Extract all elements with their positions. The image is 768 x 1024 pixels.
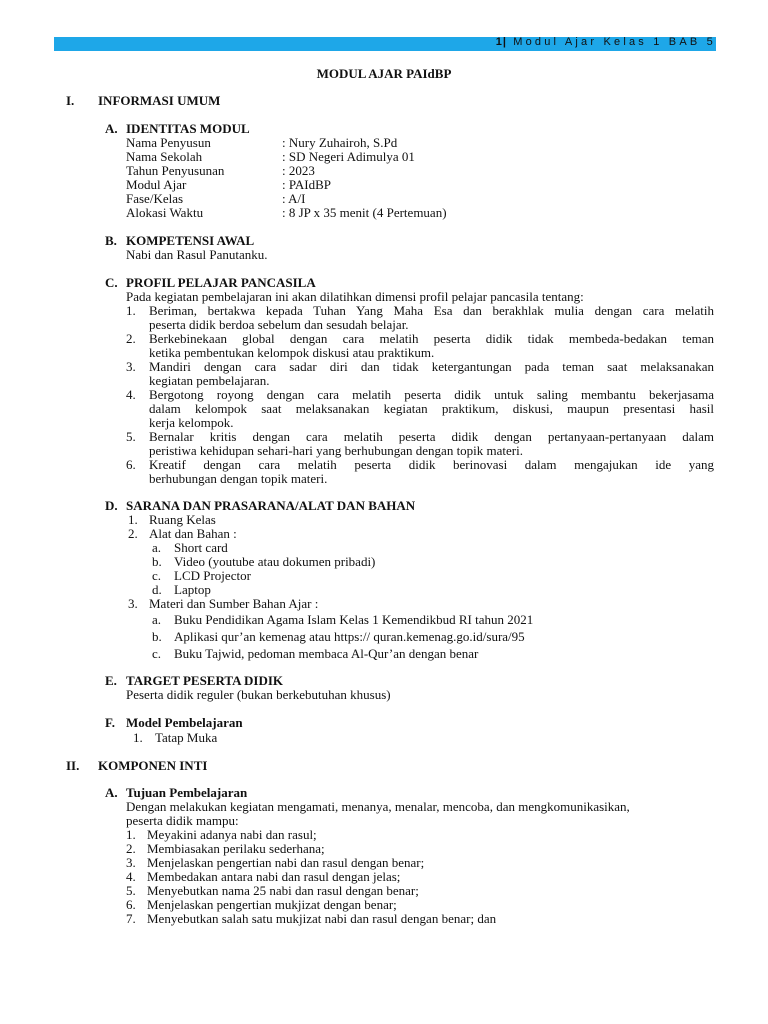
sarana-heading: SARANA DAN PRASARANA/ALAT DAN BAHAN bbox=[126, 498, 416, 513]
page-number: 1 bbox=[495, 36, 503, 48]
sub-a-letter: A. bbox=[105, 121, 118, 136]
target-peserta-text: Peserta didik reguler (bukan berkebutuhan khusus) bbox=[126, 687, 391, 702]
identity-label: Tahun Penyusunan bbox=[126, 163, 225, 178]
sub-f-letter: F. bbox=[105, 715, 115, 730]
section-2-title: KOMPONEN INTI bbox=[98, 758, 208, 773]
profil-item-line: kerja kelompok. bbox=[149, 415, 234, 430]
tujuan-item: Membiasakan perilaku sederhana; bbox=[147, 841, 325, 856]
sub-b-letter: B. bbox=[105, 233, 117, 248]
identity-value: : PAIdBP bbox=[282, 177, 332, 192]
section-2-number: II. bbox=[66, 758, 80, 773]
profil-item-line: berhubungan dengan topik materi. bbox=[149, 471, 328, 486]
list-number: 4. bbox=[126, 869, 136, 884]
identity-label: Fase/Kelas bbox=[126, 191, 184, 206]
profil-item-line: Mandiri dengan cara sadar diri dan tidak ketergantungan pada teman saat melaksanakan bbox=[149, 360, 714, 374]
kompetensi-awal-text: Nabi dan Rasul Panutanku. bbox=[126, 247, 268, 262]
list-letter: b. bbox=[152, 554, 162, 569]
list-number: 1. bbox=[133, 730, 143, 745]
list-number: 1. bbox=[126, 827, 136, 842]
profil-item-line: Bergotong royong dengan cara melatih peserta didik untuk saling membantu bekerjasama bbox=[149, 388, 714, 402]
list-number: 2. bbox=[126, 841, 136, 856]
tujuan-intro: peserta didik mampu: bbox=[126, 813, 239, 828]
profil-item-line: kegiatan pembelajaran. bbox=[149, 373, 270, 388]
profil-item-line: Bernalar kritis dengan cara melatih peserta didik dengan pertanyaan-pertanyaan dalam bbox=[149, 430, 714, 444]
list-number: 6. bbox=[126, 457, 136, 472]
profil-item-line: Beriman, bertakwa kepada Tuhan Yang Maha Esa dan berakhlak mulia dengan cara melatih bbox=[149, 304, 714, 318]
sarana-item: Alat dan Bahan : bbox=[149, 526, 237, 541]
list-number: 2. bbox=[128, 526, 138, 541]
tujuan-item: Membedakan antara nabi dan rasul dengan jelas; bbox=[147, 869, 401, 884]
sub-c-letter: C. bbox=[105, 275, 118, 290]
identity-row bbox=[126, 164, 315, 178]
list-letter: c. bbox=[152, 646, 162, 661]
identity-row bbox=[126, 192, 305, 206]
sub-d-letter: D. bbox=[105, 498, 118, 513]
kompetensi-awal-heading: KOMPETENSI AWAL bbox=[126, 233, 255, 248]
list-number: 3. bbox=[126, 359, 136, 374]
sub-e-letter: E. bbox=[105, 673, 117, 688]
tujuan-intro: Dengan melakukan kegiatan mengamati, menanya, menalar, mencoba, dan mengkomunikasikan, bbox=[126, 799, 630, 814]
profil-pelajar-heading: PROFIL PELAJAR PANCASILA bbox=[126, 275, 316, 290]
tujuan-item: Menjelaskan pengertian mukjizat dengan benar; bbox=[147, 897, 397, 912]
tujuan-pembelajaran-heading: Tujuan Pembelajaran bbox=[126, 785, 248, 800]
identity-value: : Nury Zuhairoh, S.Pd bbox=[282, 135, 398, 150]
model-pembelajaran-heading: Model Pembelajaran bbox=[126, 715, 243, 730]
document-title: MODUL AJAR PAIdBP bbox=[316, 66, 452, 81]
sarana-subitem: Laptop bbox=[174, 582, 211, 597]
sarana-subitem: Aplikasi qur’an kemenag atau https:// quran.kemenag.go.id/sura/95 bbox=[174, 629, 525, 644]
identity-row bbox=[126, 136, 397, 150]
identity-row bbox=[126, 150, 415, 164]
tujuan-item: Menyebutkan nama 25 nabi dan rasul dengan benar; bbox=[147, 883, 419, 898]
list-number: 7. bbox=[126, 911, 136, 926]
sarana-subitem: Short card bbox=[174, 540, 228, 555]
profil-item-line: Kreatif dengan cara melatih peserta didik berinovasi dalam mengajukan ide yang bbox=[149, 458, 714, 472]
profil-item-line: peserta didik berdoa sebelum dan sesudah belajar. bbox=[149, 317, 409, 332]
profil-intro: Pada kegiatan pembelajaran ini akan dilatihkan dimensi profil pelajar pancasila tentang: bbox=[126, 289, 584, 304]
sarana-item: Materi dan Sumber Bahan Ajar : bbox=[149, 596, 319, 611]
list-letter: b. bbox=[152, 629, 162, 644]
running-header bbox=[496, 36, 716, 48]
list-number: 2. bbox=[126, 331, 136, 346]
tujuan-item: Menjelaskan pengertian nabi dan rasul dengan benar; bbox=[147, 855, 425, 870]
list-number: 5. bbox=[126, 883, 136, 898]
target-peserta-heading: TARGET PESERTA DIDIK bbox=[126, 673, 284, 688]
identity-label: Nama Sekolah bbox=[126, 149, 203, 164]
profil-item-line: dalam kelompok saat melaksanakan kegiatan praktikum, diskusi, maupun presentasi hasil bbox=[149, 402, 714, 416]
list-number: 3. bbox=[128, 596, 138, 611]
list-letter: a. bbox=[152, 612, 162, 627]
identity-row bbox=[126, 178, 331, 192]
profil-item-line: ketika pembentukan kelompok diskusi atau praktikum. bbox=[149, 345, 435, 360]
identity-value: : 8 JP x 35 menit (4 Pertemuan) bbox=[282, 205, 447, 220]
section-1-number: I. bbox=[66, 93, 75, 108]
identity-value: : A/I bbox=[282, 191, 306, 206]
profil-item-line: Berkebinekaan global dengan cara melatih peserta didik tidak membeda-bedakan teman bbox=[149, 332, 714, 346]
list-letter: c. bbox=[152, 568, 162, 583]
profil-item-line: peristiwa kehidupan sehari-hari yang berhubungan dengan topik materi. bbox=[149, 443, 523, 458]
list-number: 1. bbox=[126, 303, 136, 318]
list-letter: d. bbox=[152, 582, 162, 597]
running-title: Modul Ajar Kelas 1 BAB 5 bbox=[513, 36, 716, 48]
sub-2a-letter: A. bbox=[105, 785, 118, 800]
list-number: 3. bbox=[126, 855, 136, 870]
header-bar bbox=[54, 37, 716, 51]
sarana-subitem: LCD Projector bbox=[174, 568, 251, 583]
list-number: 1. bbox=[128, 512, 138, 527]
identity-row bbox=[126, 206, 447, 220]
section-1-title: INFORMASI UMUM bbox=[98, 93, 221, 108]
list-number: 6. bbox=[126, 897, 136, 912]
sarana-subitem: Video (youtube atau dokumen pribadi) bbox=[174, 554, 376, 569]
list-number: 4. bbox=[126, 387, 136, 402]
tujuan-item: Menyebutkan salah satu mukjizat nabi dan rasul dengan benar; dan bbox=[147, 911, 497, 926]
header-separator: | bbox=[502, 36, 507, 48]
identity-label: Nama Penyusun bbox=[126, 135, 211, 150]
list-number: 5. bbox=[126, 429, 136, 444]
identity-value: : SD Negeri Adimulya 01 bbox=[282, 149, 415, 164]
identity-label: Modul Ajar bbox=[126, 177, 187, 192]
sarana-subitem: Buku Tajwid, pedoman membaca Al-Qur’an dengan benar bbox=[174, 646, 479, 661]
sarana-item: Ruang Kelas bbox=[149, 512, 216, 527]
list-letter: a. bbox=[152, 540, 162, 555]
identity-value: : 2023 bbox=[282, 163, 315, 178]
identity-label: Alokasi Waktu bbox=[126, 205, 204, 220]
sarana-subitem: Buku Pendidikan Agama Islam Kelas 1 Kemendikbud RI tahun 2021 bbox=[174, 612, 534, 627]
tujuan-item: Meyakini adanya nabi dan rasul; bbox=[147, 827, 317, 842]
identitas-modul-heading: IDENTITAS MODUL bbox=[126, 121, 250, 136]
model-item: Tatap Muka bbox=[155, 730, 218, 745]
